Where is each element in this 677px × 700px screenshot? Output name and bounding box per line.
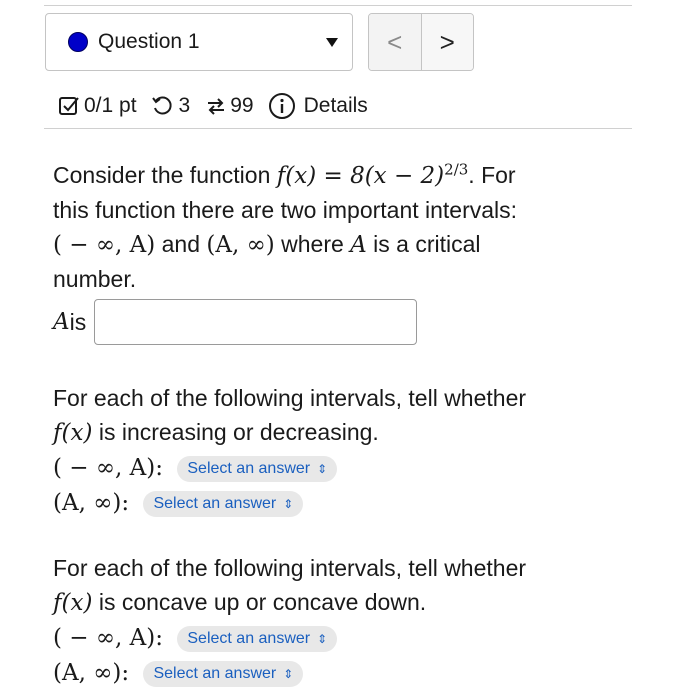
dropdown-caret-icon xyxy=(326,38,338,47)
increasing-interval-right: (A, ∞): xyxy=(53,490,130,516)
increasing-interval-left: ( − ∞, A): xyxy=(53,455,163,481)
increasing-prompt-end: is increasing or decreasing. xyxy=(92,419,379,445)
select-chevron-icon: ⇕ xyxy=(317,461,328,476)
retry-icon xyxy=(151,95,173,117)
info-icon[interactable] xyxy=(268,92,296,120)
select-label: Select an answer xyxy=(153,494,277,512)
increasing-fx: f(x) xyxy=(53,420,93,446)
question-meta xyxy=(58,89,368,123)
intro-text-end: . For xyxy=(468,162,516,188)
critical-number-row xyxy=(53,299,417,345)
concavity-interval-right: (A, ∞): xyxy=(53,660,130,686)
increasing-section xyxy=(53,381,653,520)
attempts-count: 99 xyxy=(230,94,254,117)
increasing-prompt: For each of the following intervals, tell whether xyxy=(53,385,527,411)
question-navigation xyxy=(368,13,474,71)
question-selector[interactable] xyxy=(45,13,353,71)
chevron-left-icon: < xyxy=(387,26,403,57)
concavity-prompt-end: is concave up or concave down. xyxy=(92,589,427,615)
function-exponent: 2/3 xyxy=(444,160,469,179)
interval-right: (A, ∞) xyxy=(206,232,275,258)
number-text: number. xyxy=(53,266,137,292)
question-status-dot xyxy=(68,32,88,52)
critical-var: A xyxy=(350,232,367,258)
select-label: Select an answer xyxy=(187,459,311,477)
and-text: and xyxy=(155,231,207,257)
meta-divider xyxy=(44,128,632,129)
score-text: 0/1 pt xyxy=(84,94,137,117)
answer-is-label: is xyxy=(69,308,87,335)
select-chevron-icon: ⇕ xyxy=(317,631,328,646)
select-chevron-icon: ⇕ xyxy=(283,666,294,681)
concavity-left-select[interactable] xyxy=(177,626,337,652)
chevron-right-icon: > xyxy=(439,26,455,57)
select-chevron-icon: ⇕ xyxy=(283,496,294,511)
select-label: Select an answer xyxy=(187,629,311,647)
concavity-right-select[interactable] xyxy=(143,661,303,687)
concavity-fx: f(x) xyxy=(53,590,93,616)
attempts-icon xyxy=(204,95,228,117)
intervals-intro: this function there are two important intervals: xyxy=(53,197,518,223)
concavity-prompt: For each of the following intervals, tell whether xyxy=(53,555,527,581)
top-divider xyxy=(44,5,632,6)
score-checkbox-icon xyxy=(58,95,80,117)
where-text: where xyxy=(274,231,351,257)
critical-number-input[interactable] xyxy=(94,299,417,345)
function-expression: f(x) = 8(x − 2) xyxy=(276,163,445,189)
increasing-right-select[interactable] xyxy=(143,491,303,517)
next-question-button[interactable] xyxy=(422,14,474,70)
previous-question-button[interactable] xyxy=(369,14,422,70)
intro-text: Consider the function xyxy=(53,162,277,188)
answer-var: A xyxy=(53,309,70,335)
concavity-section xyxy=(53,551,653,690)
question-text xyxy=(53,158,643,296)
concavity-interval-left: ( − ∞, A): xyxy=(53,625,163,651)
question-label: Question 1 xyxy=(98,30,200,53)
increasing-left-select[interactable] xyxy=(177,456,337,482)
select-label: Select an answer xyxy=(153,664,277,682)
interval-left: ( − ∞, A) xyxy=(53,232,156,258)
details-link[interactable]: Details xyxy=(303,94,368,117)
retries-count: 3 xyxy=(178,94,191,117)
critical-text: is a critical xyxy=(366,231,481,257)
